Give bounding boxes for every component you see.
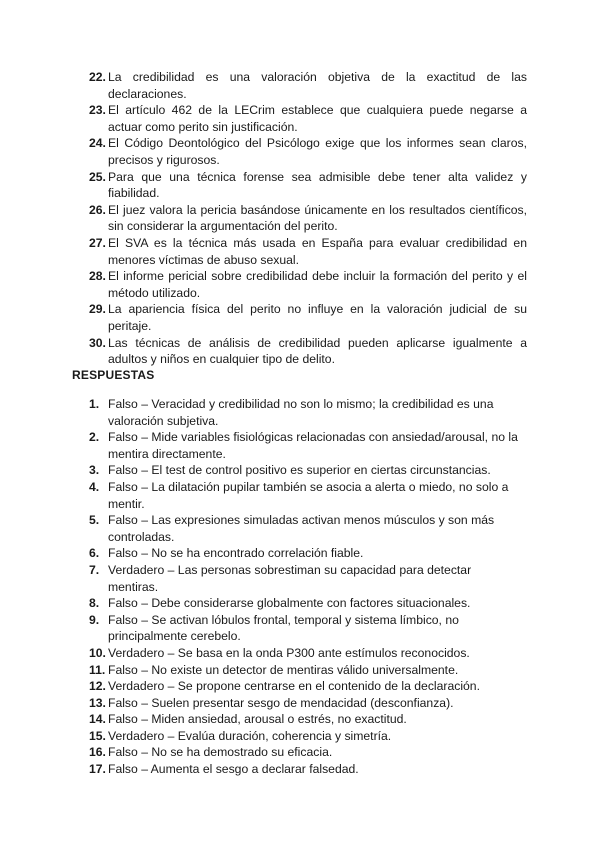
answer-text: Verdadero – Evalúa duración, coherencia y simetría. — [108, 728, 392, 743]
question-text: El informe pericial sobre credibilidad debe incluir la formación del perito y el método utilizado. — [108, 269, 527, 300]
answer-text: Falso – Miden ansiedad, arousal o estrés, no exactitud. — [108, 712, 407, 727]
question-text: Para que una técnica forense sea admisible debe tener alta validez y fiabilidad. — [108, 169, 527, 201]
question-number: 26. — [89, 202, 106, 217]
question-number: 30. — [89, 335, 106, 350]
answer-item — [89, 695, 519, 712]
answer-item — [89, 429, 519, 462]
answer-text: Falso – Mide variables fisiológicas relacionadas con ansiedad/arousal, no la mentira directamente. — [108, 430, 518, 461]
answer-number: 7. — [89, 562, 100, 577]
answer-item — [89, 662, 519, 679]
question-number: 29. — [89, 302, 106, 317]
answer-number: 6. — [89, 546, 100, 561]
answer-item — [89, 761, 519, 778]
answer-item — [89, 678, 519, 695]
question-number: 22. — [89, 70, 106, 84]
answer-item — [89, 562, 519, 595]
answer-number: 2. — [89, 430, 100, 445]
answers-heading: RESPUESTAS — [72, 368, 155, 382]
answer-number: 5. — [89, 513, 100, 528]
question-item — [89, 301, 527, 334]
answer-item — [89, 396, 519, 429]
answer-item — [89, 711, 519, 728]
question-item — [89, 69, 527, 102]
answer-number: 15. — [89, 728, 106, 743]
question-number: 28. — [89, 269, 106, 284]
answer-item — [89, 645, 519, 662]
question-text: El juez valora la pericia basándose únicamente en los resultados científicos, sin considerar la argumentación del perito. — [108, 202, 527, 234]
answer-text: Verdadero – Se propone centrarse en el contenido de la declaración. — [108, 679, 480, 694]
answer-text: Falso – No se ha demostrado su eficacia. — [108, 745, 333, 760]
question-item — [89, 135, 527, 168]
question-item — [89, 169, 527, 202]
answer-text: Verdadero – Se basa en la onda P300 ante estímulos reconocidos. — [108, 645, 470, 660]
question-number: 24. — [89, 136, 106, 151]
answer-item — [89, 462, 519, 479]
question-text: La apariencia física del perito no influye en la valoración judicial de su peritaje. — [108, 302, 527, 333]
answer-item — [89, 512, 519, 545]
answer-number: 3. — [89, 463, 100, 478]
question-text: El artículo 462 de la LECrim establece que cualquiera puede negarse a actuar como perito sin justificación. — [108, 103, 527, 134]
answer-text: Falso – Veracidad y credibilidad no son lo mismo; la credibilidad es una valoración subjetiva. — [108, 397, 494, 428]
answer-list — [89, 396, 519, 778]
question-number: 25. — [89, 169, 106, 184]
answer-number: 9. — [89, 612, 100, 627]
answer-item — [89, 595, 519, 612]
answer-item — [89, 612, 519, 645]
answer-number: 4. — [89, 479, 100, 494]
question-item — [89, 235, 527, 268]
question-list — [89, 69, 527, 368]
answer-item — [89, 545, 519, 562]
question-number: 23. — [89, 103, 106, 118]
question-item — [89, 335, 527, 368]
question-text: La credibilidad es una valoración objetiva de la exactitud de las declaraciones. — [108, 70, 527, 101]
answer-text: Falso – Debe considerarse globalmente con factores situacionales. — [108, 596, 471, 611]
answer-number: 16. — [89, 745, 106, 760]
answer-text: Falso – No existe un detector de mentiras válido universalmente. — [108, 662, 459, 677]
question-item — [89, 202, 527, 235]
answer-text: Falso – Suelen presentar sesgo de mendacidad (desconfianza). — [108, 695, 454, 710]
question-text: El SVA es la técnica más usada en España para evaluar credibilidad en menores víctimas de abuso sexual. — [108, 235, 527, 267]
answer-item — [89, 744, 519, 761]
answer-item — [89, 728, 519, 745]
question-text: Las técnicas de análisis de credibilidad pueden aplicarse igualmente a adultos y niños en cualquier tipo de delito. — [108, 335, 527, 367]
answer-item — [89, 479, 519, 512]
answer-number: 12. — [89, 679, 106, 694]
question-item — [89, 268, 527, 301]
answer-number: 8. — [89, 596, 100, 611]
answer-text: Falso – La dilatación pupilar también se asocia a alerta o miedo, no solo a mentir. — [108, 479, 509, 511]
answer-text: Falso – No se ha encontrado correlación fiable. — [108, 546, 364, 561]
answer-number: 1. — [89, 397, 100, 411]
answer-number: 10. — [89, 645, 106, 660]
answer-text: Falso – El test de control positivo es superior en ciertas circunstancias. — [108, 463, 491, 478]
question-text: El Código Deontológico del Psicólogo exige que los informes sean claros, precisos y rigurosos. — [108, 136, 527, 167]
question-item — [89, 102, 527, 135]
answer-number: 17. — [89, 762, 106, 777]
answer-text: Falso – Se activan lóbulos frontal, temporal y sistema límbico, no principalmente cerebelo. — [108, 612, 459, 644]
question-number: 27. — [89, 235, 106, 250]
answer-number: 11. — [89, 662, 106, 677]
answer-number: 14. — [89, 712, 106, 727]
answer-text: Falso – Las expresiones simuladas activan menos músculos y son más controladas. — [108, 513, 495, 544]
answer-text: Verdadero – Las personas sobrestiman su capacidad para detectar mentiras. — [108, 562, 472, 594]
answer-text: Falso – Aumenta el sesgo a declarar falsedad. — [108, 762, 359, 777]
answer-number: 13. — [89, 695, 106, 710]
